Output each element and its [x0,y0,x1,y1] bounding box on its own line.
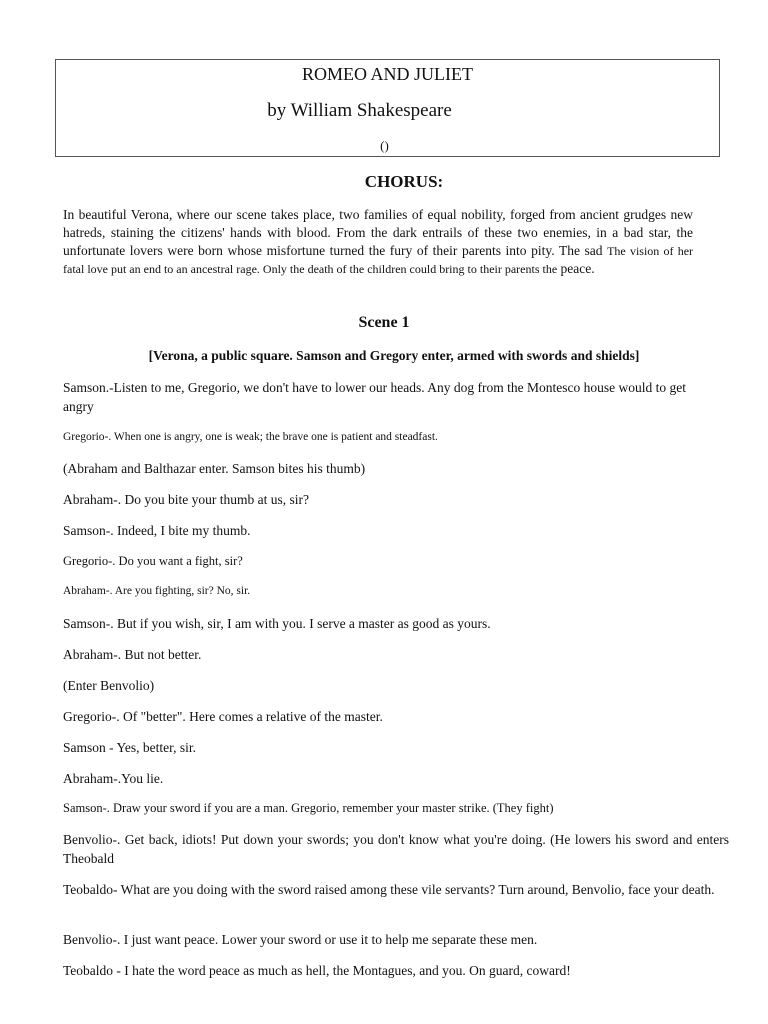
dialogue-line: Gregorio-. Do you want a fight, sir? [63,554,243,568]
dialogue-line: Abraham-.You lie. [63,771,164,786]
author-line: by William Shakespeare [267,100,452,121]
dialogue-line: (Abraham and Balthazar enter. Samson bites his thumb) [63,461,366,476]
dialogue-line: Samson-. Indeed, I bite my thumb. [63,523,251,538]
chorus-paragraph [63,206,693,278]
scene-heading: Scene 1 [358,314,410,331]
dialogue-line: Samson.-Listen to me, Gregorio, we don't have to lower our heads. Any dog from the Montesco house would to get angry [63,380,686,414]
dialogue-line: Gregorio-. When one is angry, one is weak; the brave one is patient and steadfast. [63,431,438,443]
dialogue-line: Benvolio-. I just want peace. Lower your sword or use it to help me separate these men. [63,932,538,947]
stage-direction: [Verona, a public square. Samson and Gregory enter, armed with swords and shields] [148,348,640,363]
title-box [55,59,720,157]
dialogue-line: Benvolio-. Get back, idiots! Put down your swords; you don't know what you're doing. (He lowers his sword and enters Theobald [63,832,729,866]
dialogue-line: Abraham-. Are you fighting, sir? No, sir. [63,585,251,597]
dialogue-line: Abraham-. Do you bite your thumb at us, sir? [63,492,309,507]
chorus-heading: CHORUS: [364,172,444,191]
dialogue-line: Samson-. Draw your sword if you are a man. Gregorio, remember your master strike. (They fight) [63,801,554,815]
dialogue-line: (Enter Benvolio) [63,678,155,693]
chorus-text-small: The vision of her fatal love put an end to an ancestral rage. Only the death of the children could bring to their parents the [63,244,694,276]
chorus-text-end: peace. [560,261,595,276]
dialogue-line: Teobaldo - I hate the word peace as much as hell, the Montagues, and you. On guard, coward! [63,963,571,978]
dialogue-line: Gregorio-. Of "better". Here comes a relative of the master. [63,709,383,724]
title-extra: () [380,138,389,153]
dialogue-line: Samson - Yes, better, sir. [63,740,196,755]
chorus-text-main: In beautiful Verona, where our scene takes place, two families of equal nobility, forged from ancient grudges new hatreds, staining the citizens' hands with blood. From the dark entrails of these two enemies, in a bad star, the unfortunate lovers were born whose misfortune turned the fury of their parents into pity. The sad [63,207,693,258]
dialogue-line: Samson-. But if you wish, sir, I am with you. I serve a master as good as yours. [63,616,491,631]
dialogue-line: Abraham-. But not better. [63,647,202,662]
dialogue-line: Teobaldo- What are you doing with the sword raised among these vile servants? Turn around, Benvolio, face your death. [63,882,715,897]
play-title: ROMEO AND JULIET [302,64,473,84]
